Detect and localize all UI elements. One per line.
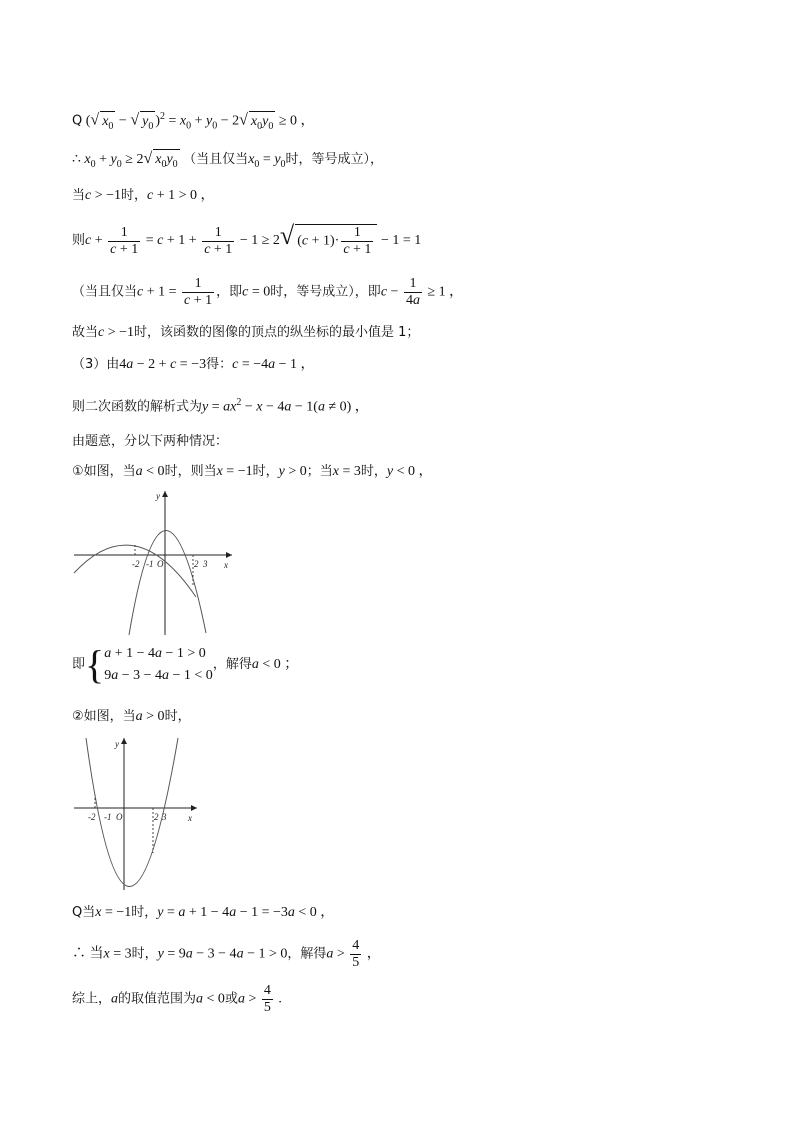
line-1: Q (√ $x_0$ − √ $y_0$ )$^2 = x_0 + y_0 - 2√$ $x_0y_0 \ge 0$ ，	[72, 107, 315, 136]
line-14: ∴ 当x = 3时，y = 9a − 3 − 4a − 1 > 0，解得a > $\frac{4}{5}$ ，	[72, 938, 381, 970]
line-12: ②如图，当a > 0时，	[72, 709, 191, 724]
graph2-tick-o: O	[116, 812, 123, 822]
line-15: 综上，a的取值范围为a < 0或a > $\frac{4}{5}$ .	[72, 983, 282, 1015]
line-10: ①如图，当a < 0时，则当x = −1时，y > 0；当x = 3时，y < 0 ，	[72, 464, 433, 479]
graph2-y-label: y	[115, 739, 119, 749]
graph2-tick-m2: -2	[88, 812, 96, 822]
condition-note-end: 时，等号成立），	[285, 152, 384, 167]
condition-note: （当且仅当	[183, 152, 249, 167]
graph1-tick-m1: -1	[146, 559, 154, 569]
line-5: （当且仅当c + 1 = $\frac{1}{c + 1}$ ，即c = 0时，等号成立），即c − $\frac{1}{4a}$ ≥ 1 ，	[72, 276, 464, 308]
line-3: 当c > −1时，c + 1 > 0 ，	[72, 188, 215, 203]
line-7: （3）由4a − 2 + c = −3得：c = −4a − 1 ，	[72, 357, 315, 372]
graph2-tick-2: 2	[154, 812, 159, 822]
graph1-y-label: y	[156, 491, 160, 501]
line-11: 即{ a + 1 − 4a − 1 > 0 9a − 3 − 4a − 1 < 0 ，解得a < 0 ；	[72, 642, 299, 687]
graph-case-2	[72, 735, 202, 895]
line-13: Q当x = −1时，y = a + 1 − 4a − 1 = −3a < 0 ，	[72, 905, 335, 920]
because-symbol: Q	[72, 113, 83, 129]
line-2: ∴ $x_0 + y_0 \ge 2√$ $x_0y_0$ （当且仅当$x_0 = y_0$时，等号成立），	[72, 149, 383, 175]
graph1-tick-o: O	[157, 559, 164, 569]
graph2-tick-m1: -1	[104, 812, 112, 822]
line-6: 故当c > −1时，该函数的图像的顶点的纵坐标的最小值是 1；	[72, 325, 420, 340]
graph-case-1	[72, 487, 242, 637]
graph1-tick-m2: -2	[132, 559, 140, 569]
therefore-symbol: ∴	[72, 152, 81, 167]
line-8: 则二次函数的解析式为$y = ax^2 - x - 4a - 1(a \ne 0)$ ，	[72, 397, 369, 415]
graph1-tick-2: 2	[194, 559, 199, 569]
graph2-tick-3: 3	[162, 812, 167, 822]
line-9: 由题意，分以下两种情况：	[72, 434, 229, 449]
graph1-tick-3: 3	[203, 559, 208, 569]
line-4: 则c + $\frac{1}{c + 1}$ = c + 1 + $\frac{1}{c + 1}$ − 1 ≥ 2√ (c + 1)· $\frac{1}{c + 1}$ − 1 = 1	[72, 221, 422, 257]
graph2-x-label: x	[188, 813, 192, 823]
graph1-x-label: x	[224, 560, 228, 570]
